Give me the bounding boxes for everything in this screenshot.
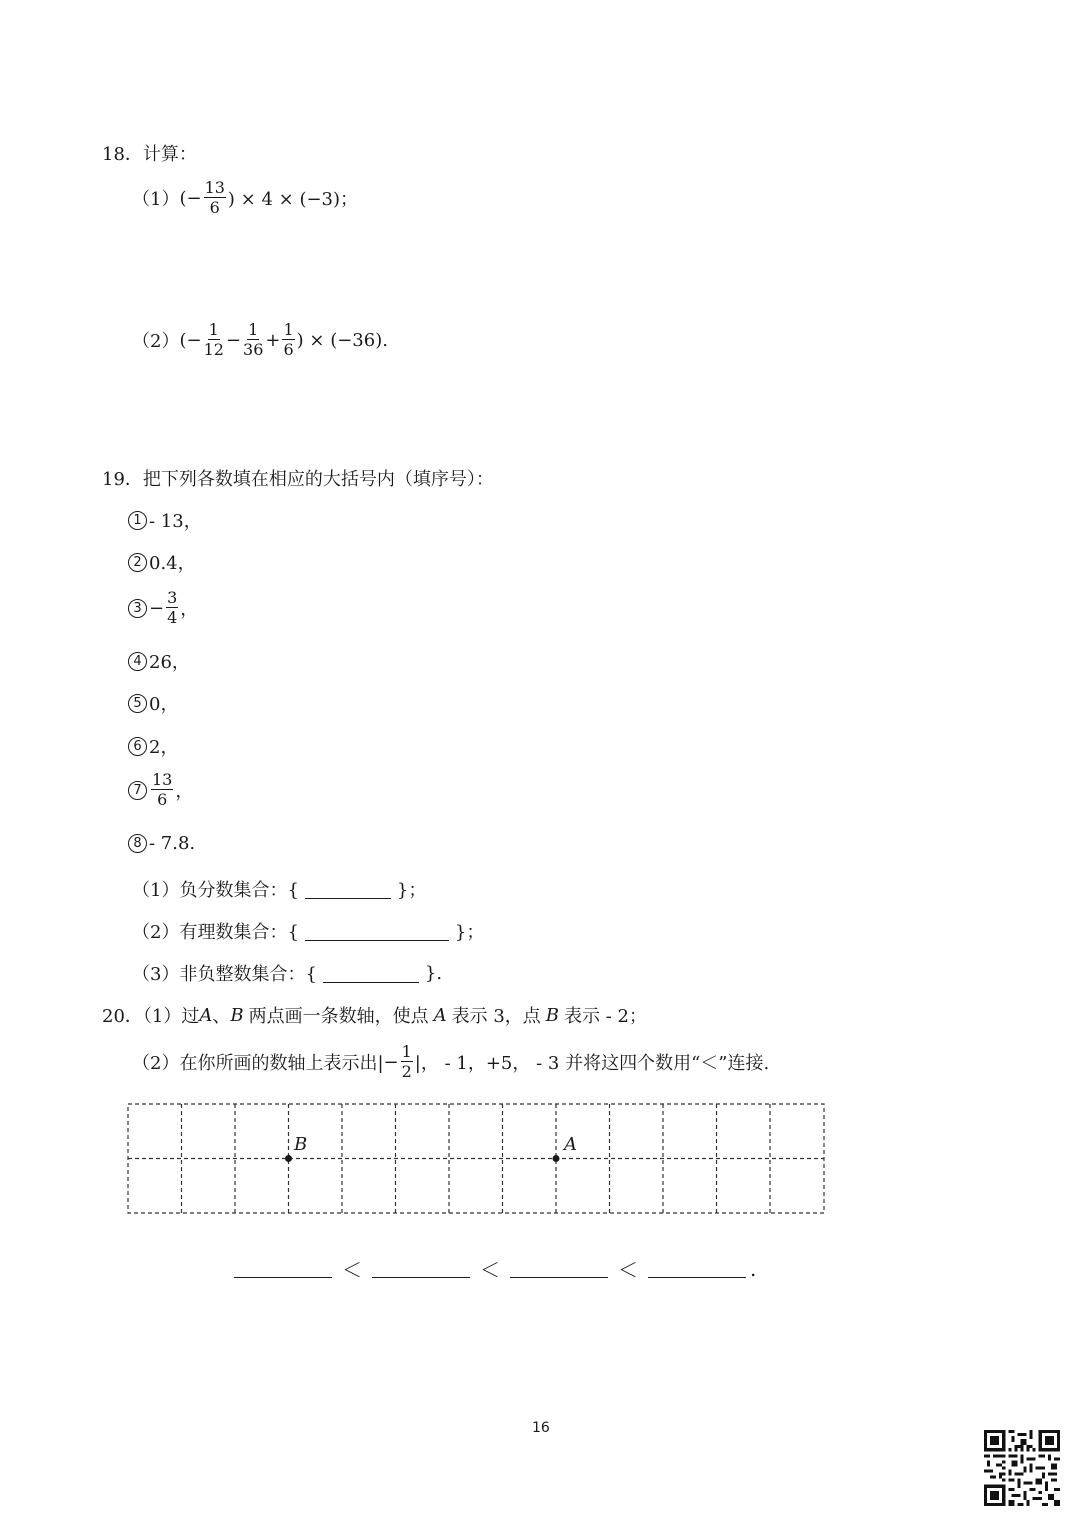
- circled-number: 1: [128, 511, 147, 530]
- q19-item-value: 26，: [149, 652, 190, 673]
- q19-set-close: }；: [396, 880, 427, 901]
- qr-code-icon: [984, 1430, 1060, 1506]
- q19-set-close: }.: [424, 962, 443, 984]
- q19-item-value: - 13，: [149, 511, 202, 532]
- fraction-denominator: 12: [203, 340, 224, 359]
- q20-part2-minus: −: [383, 1051, 399, 1073]
- q19-set-label: （1）负分数集合：{: [132, 880, 299, 901]
- q18-part2-label: （2）: [132, 331, 180, 352]
- q19-item-suffix: ，: [180, 599, 199, 620]
- q20-part1-text: 表示 3，点: [451, 1006, 541, 1027]
- answer-blank[interactable]: [648, 1259, 746, 1278]
- fraction-denominator: 6: [209, 198, 220, 217]
- fraction-numerator: 1: [283, 320, 294, 339]
- q18-part2-plus: +: [265, 329, 281, 351]
- q18-part1-open: (−: [179, 187, 202, 209]
- q18-part2-open: (−: [179, 329, 202, 351]
- point-label-a: A: [433, 1004, 447, 1026]
- less-than-sign: ＜: [480, 1258, 500, 1282]
- fraction-numerator: 13: [152, 770, 173, 789]
- answer-blank[interactable]: [510, 1259, 608, 1278]
- q18-part1-rest: ) × 4 × (−3)；: [227, 189, 359, 210]
- less-than-sign: ＜: [618, 1258, 638, 1282]
- q20-part1-text: 两点画一条数轴，使点: [248, 1006, 429, 1027]
- q18-part2-minus: −: [225, 329, 242, 351]
- circled-number: 6: [128, 737, 147, 756]
- point-a: [553, 1155, 560, 1162]
- q19-header: 19．把下列各数填在相应的大括号内（填序号）：: [102, 469, 494, 490]
- q18-header: 18．计算：: [102, 144, 197, 165]
- answer-blank[interactable]: [372, 1259, 470, 1278]
- period: .: [750, 1256, 757, 1281]
- point-label-a: A: [199, 1004, 213, 1026]
- q19-set-label: （3）非负整数集合：{: [132, 964, 317, 985]
- q20-separator: 、: [212, 1006, 231, 1027]
- q19-item-value: 0，: [149, 694, 179, 715]
- fraction-denominator: 36: [243, 340, 264, 359]
- circled-number: 5: [128, 694, 147, 713]
- circled-number: 7: [128, 781, 147, 800]
- q18-part1-label: （1）: [132, 189, 180, 210]
- circled-number: 2: [128, 553, 147, 572]
- fraction-numerator: 1: [208, 320, 219, 339]
- q19-set-label: （2）有理数集合：{: [132, 922, 299, 943]
- q19-item-suffix: ，: [175, 781, 194, 802]
- q19-item-prefix: −: [149, 597, 165, 619]
- fraction-numerator: 3: [167, 588, 178, 607]
- fraction-denominator: 4: [167, 608, 178, 627]
- circled-number: 8: [128, 834, 147, 853]
- point-label-b: B: [545, 1004, 560, 1026]
- q20-part2-rest: |， - 1，+5， - 3 并将这四个数用“＜”连接.: [414, 1053, 770, 1074]
- fraction-denominator: 6: [157, 790, 168, 809]
- fraction-numerator: 13: [204, 178, 225, 197]
- q19-set-close: }；: [454, 922, 485, 943]
- fraction-denominator: 2: [401, 1062, 412, 1081]
- q19-item-value: 2，: [149, 737, 179, 758]
- q19-item-value: 0.4，: [149, 553, 196, 574]
- page-number: 16: [532, 1420, 550, 1436]
- grid-label-a: A: [564, 1134, 577, 1155]
- grid-label-b: B: [294, 1134, 308, 1155]
- less-than-sign: ＜: [342, 1258, 362, 1282]
- comparison-row: [234, 1254, 756, 1283]
- q20-part1-prefix: 20．（1）过: [102, 1006, 200, 1027]
- circled-number: 4: [128, 652, 147, 671]
- q20-part1-end: 表示 - 2；: [564, 1006, 647, 1027]
- fraction-numerator: 1: [248, 320, 259, 339]
- q19-item-value: - 7.8.: [149, 833, 196, 854]
- point-label-b: B: [230, 1004, 244, 1026]
- answer-blank[interactable]: [234, 1259, 332, 1278]
- fraction-denominator: 6: [283, 340, 294, 359]
- q18-part2-rest: ) × (−36).: [296, 329, 388, 351]
- point-b: [285, 1155, 292, 1162]
- fraction-numerator: 1: [401, 1042, 412, 1061]
- circled-number: 3: [128, 599, 147, 618]
- q20-part2-label: （2）在你所画的数轴上表示出|: [132, 1053, 384, 1074]
